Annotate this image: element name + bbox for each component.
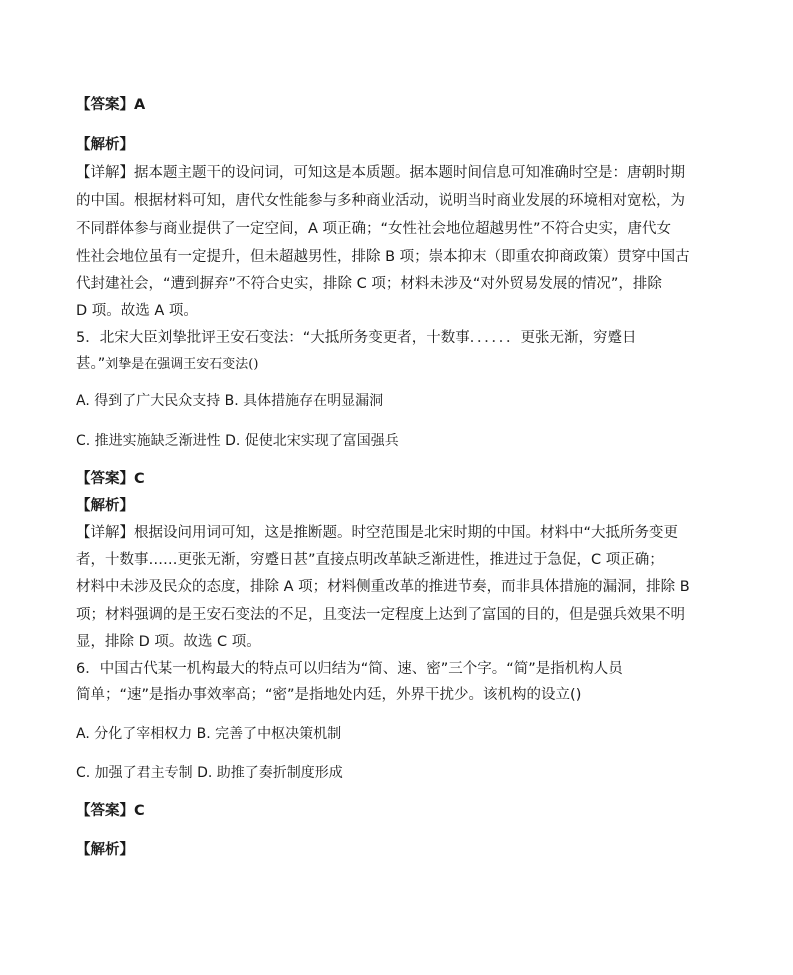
q5-analysis-label: 【解析】 — [76, 498, 134, 514]
q5-answer — [76, 470, 726, 488]
q4-detail-line: 不同群体参与商业提供了一定空间，A 项正确；“女性社会地位超越男性”不符合史实，唐代女 — [76, 221, 672, 237]
q4-detail-line: 代封建社会，“遭到摒弃”不符合史实，排除 C 项；材料未涉及“对外贸易发展的情况”，排除 — [76, 276, 662, 292]
q5-options-line: C. 推进实施缺乏渐进性 D. 促使北宋实现了富国强兵 — [76, 433, 399, 449]
q5-detail-line: 项；材料强调的是王安石变法的不足，且变法一定程度上达到了富国的目的，但是强兵效果不明 — [76, 607, 685, 623]
answer-value: C — [134, 803, 145, 819]
answer-value: A — [134, 97, 146, 113]
q4-analysis-label: 【解析】 — [76, 137, 134, 153]
q5-stem-line: 5．北宋大臣刘挚批评王安石变法：“大抵所务变更者，十数事．．．．．．更张无渐，穷蹙日 — [76, 330, 637, 346]
q6-answer — [76, 802, 726, 820]
q6-stem-line: 简单；“速”是指办事效率高；“密”是指地处内廷，外界干扰少。该机构的设立() — [76, 687, 582, 703]
q4-detail-line: 性社会地位虽有一定提升，但未超越男性，排除 B 项；崇本抑末（即重农抑商政策）贯穿中国古 — [76, 249, 690, 265]
q4-detail-line: 的中国。根据材料可知，唐代女性能参与多种商业活动，说明当时商业发展的环境相对宽松，为 — [76, 193, 685, 209]
q6-options-line: A. 分化了宰相权力 B. 完善了中枢决策机制 — [76, 726, 342, 742]
q6-options-line: C. 加强了君主专制 D. 助推了奏折制度形成 — [76, 765, 343, 781]
q4-answer — [76, 96, 726, 114]
q5-detail-line: 材料中未涉及民众的态度，排除 A 项；材料侧重改革的推进节奏，而非具体措施的漏洞，排除 B — [76, 579, 690, 595]
q6-analysis-label: 【解析】 — [76, 842, 134, 858]
answer-label: 【答案】 — [76, 803, 134, 819]
answer-label: 【答案】 — [76, 471, 134, 487]
answer-value: C — [134, 471, 145, 487]
q6-stem-line: 6．中国古代某一机构最大的特点可以归结为“简、速、密”三个字。“简”是指机构人员 — [76, 661, 623, 677]
answer-label: 【答案】 — [76, 97, 134, 113]
q5-stem-question: 刘挚是在强调王安石变法() — [105, 357, 259, 372]
q4-detail-line: 【详解】据本题主题干的设问词，可知这是本质题。据本题时间信息可知准确时空是：唐朝时期 — [76, 165, 685, 181]
q4-detail-line: D 项。故选 A 项。 — [76, 303, 198, 319]
q5-stem-line — [76, 355, 726, 374]
q5-options-line: A. 得到了广大民众支持 B. 具体措施存在明显漏洞 — [76, 393, 384, 409]
q5-stem-quote-end: 甚。” — [76, 356, 106, 372]
q5-detail-line: 【详解】根据设问用词可知，这是推断题。时空范围是北宋时期的中国。材料中“大抵所务变更 — [76, 525, 679, 541]
q5-detail-line: 显，排除 D 项。故选 C 项。 — [76, 634, 261, 650]
q5-detail-line: 者，十数事……更张无渐，穷蹙日甚”直接点明改革缺乏渐进性，推进过于急促，C 项正确； — [76, 552, 664, 568]
